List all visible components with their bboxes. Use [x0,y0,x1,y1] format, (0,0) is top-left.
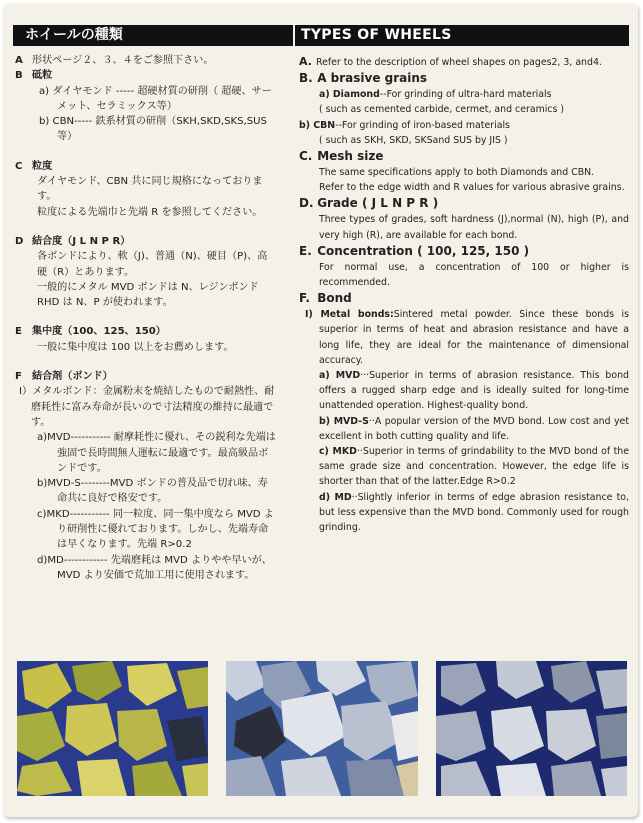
jp-f-intro: I）メタルボンド：金属粉末を焼結したもので耐熱性、耐磨耗性に富み寿命が長いので寸法精度の維持に最適です。 [19,386,275,428]
en-b-b-text: --For grinding of iron-based materials [335,119,510,131]
en-c-line2: Refer to the edge width and R values for various abrasive grains. [319,182,625,194]
jp-f-b: b)MVD-S--------MVD ボンドの普及品で切れ味、寿命共に良好で格安です。 [37,478,268,505]
en-letter-f: F. [299,291,310,306]
jp-c-line2: 粒度による先端巾と先端 R を参照してください。 [37,206,263,218]
jp-b-title: 砥粒 [32,70,53,82]
en-letter-b: B. [299,71,313,86]
jp-letter-d: D [15,235,24,247]
jp-f-d: d)MD------------ 先端磨耗は MVD よりやや早いが、MVD より安価で荒加工用に使用されます。 [37,554,272,581]
en-d-title: Grade ( J L N P R ) [317,196,439,211]
en-f-intro-text: Sintered metal powder. Since these bonds is superior in terms of heat and abrasion resistance and have a long life, they are ideal for the maintenance of dimensional accuracy. [319,309,629,366]
en-e-text: For normal use, a concentration of 100 or higher is recommended. [319,261,629,289]
jp-section-b [15,68,277,144]
en-e-title: Concentration ( 100, 125, 150 ) [317,243,530,258]
header-japanese [13,25,293,46]
jp-section-e [15,324,277,355]
jp-letter-b: B [15,70,23,82]
jp-a-text: 形状ページ２、３、４をご参照下さい。 [32,55,214,66]
en-letter-a: A. [299,55,312,68]
jp-letter-a: A [15,55,23,66]
en-section-b [299,70,629,148]
jp-c-line1: ダイヤモンド、CBN 共に同じ規格になっております。 [37,176,263,203]
en-f-intro-label: I) Metal bonds: [305,309,394,321]
en-f-b-text: ··A popular version of the MVD bond. Low cost and yet excellent in both cutting quality and life. [319,415,629,442]
english-column [299,53,629,535]
en-letter-c: C. [299,149,313,164]
jp-section-a [15,53,277,68]
jp-d-line1: 各ボンドにより、軟（J)、普通（N)、硬目（P)、高硬（R）とあります。 [37,251,268,278]
en-f-d-label: d) MD [319,491,352,503]
cbn-grain-photo [436,661,627,796]
jp-section-c [15,159,277,220]
jp-f-a: a)MVD----------- 耐摩耗性に優れ、その鋭利な先端は強固で長時間無人運転に最適です。最高級品ボンドです。 [37,432,276,474]
en-b-a-label: a) Diamond [319,89,380,101]
crystal-grain-photo [226,661,418,796]
en-f-b-label: b) MVD-S [319,415,369,427]
diamond-grain-photo [17,661,208,796]
jp-f-title: 結合剤（ボンド） [32,371,113,383]
en-a-text: Refer to the description of wheel shapes on pages2, 3, and4. [315,57,602,68]
en-section-a [299,53,629,70]
en-b-a-text: --For grinding of ultra-hard materials [379,89,552,101]
catalog-page [3,3,638,817]
japanese-column [15,53,277,583]
en-section-d [299,195,629,242]
jp-d-line2: 一般的にメタル MVD ボンドは N、レジンボンド RHD は N、P が使われます。 [37,281,259,309]
en-b-a-sub: ( such as cemented carbide, cermet, and ceramics ) [319,104,564,116]
jp-letter-f: F [15,371,22,383]
en-section-c [299,148,629,195]
en-section-f [299,290,629,535]
en-f-a-label: a) MVD [319,370,361,382]
en-section-e [299,243,629,290]
en-f-c-label: c) MKD [319,446,357,458]
en-f-d-text: ··Slightly inferior in terms of edge abrasion resistance to, but less expensive than the MVD bond. Commonly used for rough grinding. [319,491,629,534]
jp-b-b: b) CBN----- 鉄系材質の研削（SKH,SKD,SKS,SUS等） [39,116,267,143]
en-c-title: Mesh size [317,149,384,164]
en-d-text: Three types of grades, soft hardness (J),normal (N), high (P), and very high (R), are available for each bond. [319,214,629,241]
en-b-b-label: b) CBN [299,119,336,131]
en-letter-e: E. [299,243,312,258]
jp-letter-e: E [15,326,22,338]
jp-e-title: 集中度（100、125、150） [32,326,166,338]
jp-d-title: 結合度（J L N P R） [32,235,131,247]
jp-f-c: c)MKD----------- 同一粒度、同一集中度なら MVD より研削性に優れております。しかし、先端寿命は早くなります。先端 R>0.2 [37,508,274,551]
jp-section-f [15,369,277,583]
en-f-title: Bond [317,291,352,306]
jp-section-d [15,234,277,310]
en-b-b-sub: ( such as SKH, SKD, SKSand SUS by JIS ) [319,134,508,146]
jp-e-line1: 一般に集中度は 100 以上をお薦めします。 [37,341,234,353]
jp-b-a: a) ダイヤモンド ----- 超硬材質の研削（ 超硬、サーメット、セラミックス等） [39,85,272,112]
en-letter-d: D. [299,196,314,211]
jp-letter-c: C [15,160,23,172]
en-f-a-text: ···Superior in terms of abrasion resistance. This bond offers a rugged sharp edge and is ideally suited for long-time unattended operation. Highest-quality bond. [319,370,629,412]
en-b-title: A brasive grains [317,71,428,86]
header-english-title: TYPES OF WHEELS [301,27,452,43]
grain-photos [3,661,638,801]
en-f-c-text: ··Superior in terms of grindability to the MVD bond of the same grade size and concentration. However, the edge life is shorter than that of the latter.Edge R>0.2 [319,446,629,488]
jp-c-title: 粒度 [32,160,53,172]
header-japanese-title: ホイールの種類 [25,27,123,43]
header-english [295,25,629,46]
en-c-line1: The same specifications apply to both Diamonds and CBN. [319,167,595,179]
